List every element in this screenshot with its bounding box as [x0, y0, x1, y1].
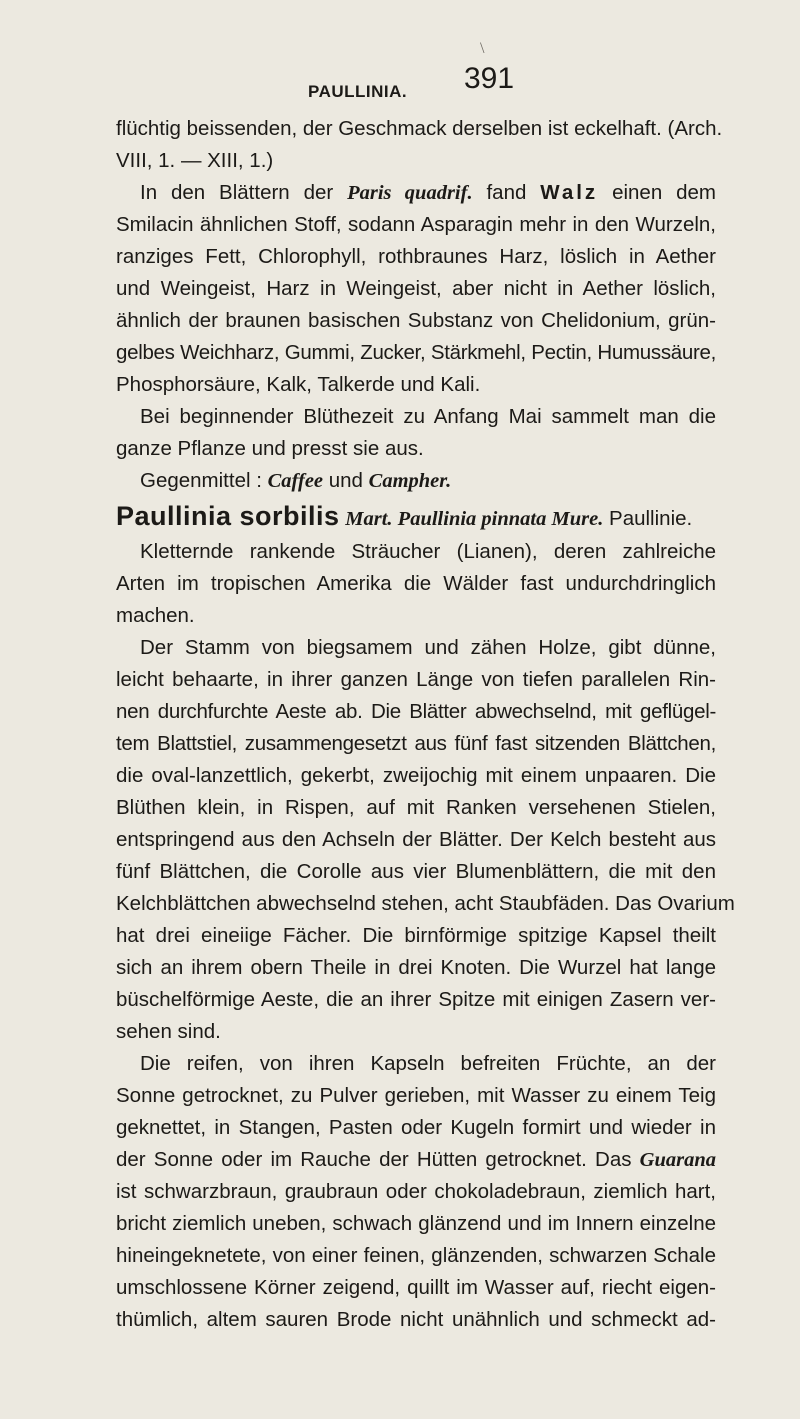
product-name: Guarana — [639, 1149, 716, 1171]
running-head — [0, 40, 800, 112]
text-line: hineingeknetete, von einer feinen, glänzenden, schwarzen Schale — [116, 1244, 716, 1267]
text-line: ist schwarzbraun, graubraun oder chokoladebraun, ziemlich hart, — [116, 1180, 716, 1203]
text-line: Arten im tropischen Amerika die Wälder fast undurchdringlich — [116, 572, 716, 595]
text-span: der Sonne oder im Rauche der Hütten getrocknet. Das — [116, 1148, 632, 1171]
text-line: Die reifen, von ihren Kapseln befreiten Früchte, an der — [140, 1052, 716, 1075]
text-line: Kletternde rankende Sträucher (Lianen), deren zahlreiche — [140, 540, 716, 563]
text-line: Kelchblättchen abwechselnd stehen, acht Staubfäden. Das Ovarium — [116, 892, 735, 915]
text-line: Blüthen klein, in Rispen, auf mit Ranken versehenen Stielen, — [116, 796, 716, 819]
antidote-name: Campher. — [368, 470, 452, 492]
paragraph-2 — [116, 177, 716, 401]
entry-heading — [116, 500, 716, 536]
text-line: Smilacin ähnlichen Stoff, sodann Asparagin mehr in den Wurzeln, — [116, 213, 716, 236]
author-name: Walz — [540, 181, 599, 204]
text-line — [116, 465, 716, 497]
entry-title: Paullinia sorbilis — [116, 501, 340, 531]
text-line: sich an ihrem obern Theile in drei Knoten. Die Wurzel hat lange — [116, 956, 716, 979]
text-line: sehen sind. — [116, 1020, 221, 1043]
text-span: und — [328, 469, 363, 492]
text-line: machen. — [116, 604, 195, 627]
entry-synonyms: Mart. Paullinia pinnata Mure. — [345, 508, 604, 530]
text-span: Gegenmittel : — [140, 469, 262, 492]
text-span: einen dem — [612, 181, 716, 204]
text-line: umschlossene Körner zeigend, quillt im Wasser auf, riecht eigen- — [116, 1276, 716, 1299]
text-line: leicht behaarte, in ihrer ganzen Länge von tiefen parallelen Rin- — [116, 668, 716, 691]
body-text — [116, 113, 735, 1336]
text-line: fünf Blättchen, die Corolle aus vier Blumenblättern, die mit den — [116, 860, 716, 883]
text-line: und Weingeist, Harz in Weingeist, aber nicht in Aether löslich, — [116, 277, 716, 300]
text-line: ganze Pflanze und presst sie aus. — [116, 437, 424, 460]
running-title: PAULLINIA. — [308, 82, 408, 101]
text-line: entspringend aus den Achseln der Blätter. Der Kelch besteht aus — [116, 828, 716, 851]
paragraph-3 — [116, 401, 716, 465]
text-line: die oval-lanzettlich, gekerbt, zweijochig mit einem unpaaren. Die — [116, 764, 716, 787]
text-line: ähnlich der braunen basischen Substanz von Chelidonium, grün- — [116, 309, 716, 332]
text-line — [116, 1144, 716, 1176]
text-line: thümlich, altem sauren Brode nicht unähnlich und schmeckt ad- — [116, 1308, 716, 1331]
paragraph-4 — [116, 465, 716, 497]
paragraph-6 — [116, 632, 735, 1048]
entry-common-name: Paullinie. — [609, 507, 693, 530]
text-line: Der Stamm von biegsamem und zähen Holze, gibt dünne, — [140, 636, 716, 659]
text-line: ranziges Fett, Chlorophyll, rothbraunes Harz, löslich in Aether — [116, 245, 716, 268]
text-line: Sonne getrocknet, zu Pulver gerieben, mit Wasser zu einem Teig — [116, 1084, 716, 1107]
text-line: Bei beginnender Blüthezeit zu Anfang Mai sammelt man die — [140, 405, 716, 428]
text-line: büschelförmige Aeste, die an ihrer Spitze mit einigen Zasern ver- — [116, 988, 716, 1011]
page-number: 391 — [464, 62, 515, 95]
text-line: bricht ziemlich uneben, schwach glänzend und im Innern einzelne — [116, 1212, 716, 1235]
antidote-name: Caffee — [267, 470, 324, 492]
text-line: flüchtig beissenden, der Geschmack derselben ist eckelhaft. (Arch. — [116, 117, 723, 140]
text-line: nen durchfurchte Aeste ab. Die Blätter abwechselnd, mit geflügel- — [116, 700, 716, 723]
text-line: gelbes Weichharz, Gummi, Zucker, Stärkmehl, Pectin, Humussäure, — [116, 341, 716, 364]
text-line: hat drei eineiige Fächer. Die birnförmige spitzige Kapsel theilt — [116, 924, 716, 947]
paragraph-5 — [116, 536, 716, 632]
species-name: Paris quadrif. — [347, 182, 473, 204]
text-span: fand — [486, 181, 527, 204]
paragraph-1 — [116, 113, 723, 177]
text-line: Phosphorsäure, Kalk, Talkerde und Kali. — [116, 373, 481, 396]
text-line: VIII, 1. — XIII, 1.) — [116, 149, 274, 172]
margin-mark: \ — [480, 40, 485, 57]
paragraph-7 — [116, 1048, 716, 1336]
text-line: geknettet, in Stangen, Pasten oder Kugeln formirt und wieder in — [116, 1116, 716, 1139]
text-line — [116, 177, 716, 209]
text-span: In den Blättern der — [140, 181, 334, 204]
text-line: tem Blattstiel, zusammengesetzt aus fünf fast sitzenden Blättchen, — [116, 732, 716, 755]
